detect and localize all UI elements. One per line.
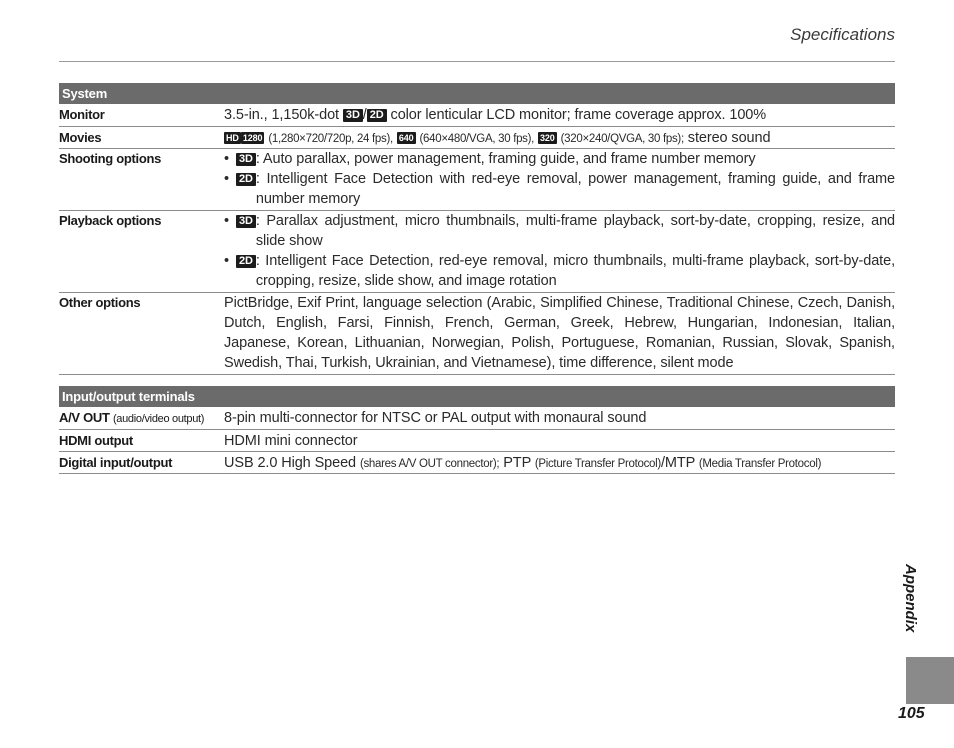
spec-row-digital-io bbox=[59, 452, 895, 474]
list-item-text: : Parallax adjustment, micro thumbnails, multi-frame playback, sort-by-date, cropping, resize, and slide show bbox=[255, 213, 895, 249]
2d-mode-icon: 2D bbox=[367, 109, 387, 122]
bullet-mark: • bbox=[224, 213, 229, 229]
section-heading-io: Input/output terminals bbox=[59, 386, 895, 407]
io-section bbox=[59, 386, 895, 474]
spec-row-other-options bbox=[59, 293, 895, 375]
spec-row-playback-options bbox=[59, 211, 895, 293]
row-label: Movies bbox=[59, 130, 102, 145]
row-label: Playback options bbox=[59, 213, 162, 228]
row-label: Other options bbox=[59, 295, 141, 310]
3d-mode-icon: 3D bbox=[236, 153, 256, 166]
2d-mode-icon: 2D bbox=[236, 173, 256, 186]
av-out-value: 8-pin multi-connector for NTSC or PAL output with monaural sound bbox=[224, 410, 647, 426]
bullet-mark: • bbox=[224, 253, 229, 269]
spec-row-movies bbox=[59, 127, 895, 149]
list-item bbox=[224, 149, 895, 169]
bullet-mark: • bbox=[224, 151, 229, 167]
list-item-text: : Intelligent Face Detection with red-eye removal, power management, framing guide, and frame number memory bbox=[255, 171, 895, 207]
row-label: Monitor bbox=[59, 107, 105, 122]
list-item-text: : Intelligent Face Detection, red-eye removal, micro thumbnails, multi-frame playback, sort-by-date, cropping, resize, slide show, and image rotation bbox=[255, 253, 895, 289]
page-number: 105 bbox=[898, 705, 925, 722]
monitor-text-post: color lenticular LCD monitor; frame coverage approx. 100% bbox=[390, 107, 767, 123]
digital-io-usb-note: (shares A/V OUT connector); bbox=[359, 458, 500, 470]
3d-mode-icon-wrap bbox=[236, 211, 256, 251]
header-divider bbox=[59, 61, 895, 62]
av-out-label-note: (audio/video output) bbox=[112, 413, 205, 425]
monitor-value bbox=[224, 105, 895, 126]
monitor-text-pre: 3.5-in., 1,150k-dot bbox=[224, 107, 339, 123]
2d-mode-icon-wrap bbox=[236, 169, 256, 209]
spec-row-monitor bbox=[59, 104, 895, 127]
2d-mode-icon-wrap bbox=[236, 251, 256, 291]
section-side-label: Appendix bbox=[902, 564, 919, 633]
bullet-mark: • bbox=[224, 171, 229, 187]
row-label: Digital input/output bbox=[59, 455, 173, 470]
2d-mode-icon: 2D bbox=[236, 255, 256, 268]
list-item bbox=[224, 169, 895, 209]
digital-io-ptp: PTP bbox=[503, 455, 531, 471]
shooting-options-value bbox=[224, 149, 895, 210]
size-320-icon: 320 bbox=[540, 133, 555, 143]
other-options-value: PictBridge, Exif Print, language selection (Arabic, Simplified Chinese, Traditional Chinese, Czech, Danish, Dutch, English, Farsi, Finnish, French, German, Greek, Hebrew, Hungarian, Indonesian, Italian, Japanese, Korean, Lithuanian, Norwegian, Polish, Portuguese, Romanian, Russian, Slovak, Spanish, Swedish, Thai, Turkish, Ukrainian, and Vietnamese), time difference, silent mode bbox=[224, 295, 895, 371]
slash-text: / bbox=[362, 107, 367, 123]
row-label bbox=[59, 408, 224, 429]
row-label: Shooting options bbox=[59, 151, 162, 166]
av-out-label: A/V OUT bbox=[59, 410, 110, 425]
hdmi-value: HDMI mini connector bbox=[224, 433, 358, 449]
digital-io-value bbox=[224, 453, 895, 473]
spec-row-shooting-options bbox=[59, 149, 895, 211]
movie-spec-320: (320×240/QVGA, 30 fps); bbox=[560, 133, 684, 145]
size-640-icon: 640 bbox=[398, 133, 414, 143]
movies-value bbox=[224, 128, 895, 148]
digital-io-ptp-note: (Picture Transfer Protocol) bbox=[534, 458, 661, 470]
movie-spec-1280: (1,280×720/720p, 24 fps), bbox=[268, 133, 393, 145]
hd-icon: HD bbox=[226, 133, 239, 143]
digital-io-mtp-note: (Media Transfer Protocol) bbox=[698, 458, 822, 470]
list-item-text: : Auto parallax, power management, framing guide, and frame number memory bbox=[255, 151, 756, 167]
movie-spec-640: (640×480/VGA, 30 fps), bbox=[419, 133, 535, 145]
list-item bbox=[224, 251, 895, 291]
spec-row-hdmi bbox=[59, 430, 895, 452]
list-item bbox=[224, 211, 895, 251]
3d-mode-icon: 3D bbox=[343, 109, 363, 122]
system-section bbox=[59, 83, 895, 375]
row-label: HDMI output bbox=[59, 433, 133, 448]
playback-options-value bbox=[224, 211, 895, 292]
digital-io-mtp: /MTP bbox=[660, 455, 695, 471]
page-header-title: Specifications bbox=[790, 25, 895, 44]
spec-row-av-out bbox=[59, 407, 895, 430]
section-heading-system: System bbox=[59, 83, 895, 104]
3d-mode-icon-wrap bbox=[236, 149, 256, 169]
movies-text-post: stereo sound bbox=[687, 130, 771, 146]
section-tab-marker bbox=[906, 657, 954, 704]
3d-mode-icon: 3D bbox=[236, 215, 256, 228]
digital-io-usb: USB 2.0 High Speed bbox=[224, 455, 357, 471]
size-1280-icon: 1280 bbox=[242, 133, 263, 143]
